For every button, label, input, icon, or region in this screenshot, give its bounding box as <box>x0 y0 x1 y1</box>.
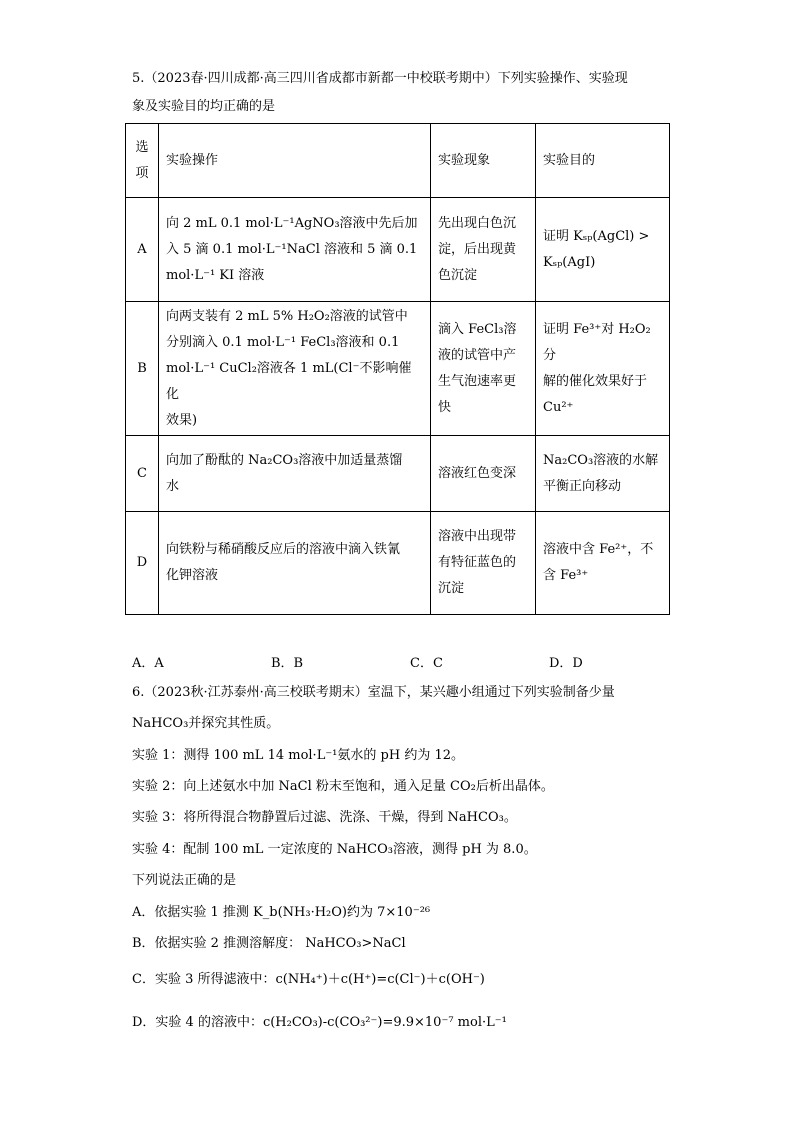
row-phenomenon: 溶液红色变深 <box>431 436 536 512</box>
row-label: C <box>126 436 159 512</box>
table-row <box>126 512 670 615</box>
header-operation: 实验操作 <box>159 124 431 198</box>
header-option: 选 项 <box>126 124 159 198</box>
row-purpose: 证明 Fe³⁺对 H₂O₂分 解的催化效果好于 Cu²⁺ <box>536 302 670 436</box>
q5-choices <box>0 652 794 672</box>
q6-option-d[interactable]: D．实验 4 的溶液中：c(H₂CO₃)-c(CO₃²⁻)=9.9×10⁻⁷ mol·L⁻¹ <box>132 1015 507 1030</box>
q6-experiment-1: 实验 1：测得 100 mL 14 mol·L⁻¹氨水的 pH 约为 12。 <box>132 748 464 763</box>
q6-stem-line1: 6.（2023秋·江苏泰州·高三校联考期末）室温下，某兴趣小组通过下列实验制备少量 <box>132 685 615 700</box>
row-operation: 向两支装有 2 mL 5% H₂O₂溶液的试管中 分别滴入 0.1 mol·L⁻¹ FeCl₃溶液和 0.1 mol·L⁻¹ CuCl₂溶液各 1 mL(Cl⁻不影响催化 效果) <box>159 302 431 436</box>
q6-experiment-4: 实验 4：配制 100 mL 一定浓度的 NaHCO₃溶液，测得 pH 为 8.0。 <box>132 842 537 857</box>
q6-experiment-3: 实验 3：将所得混合物静置后过滤、洗涤、干燥，得到 NaHCO₃。 <box>132 810 517 825</box>
row-label: D <box>126 512 159 615</box>
q5-table <box>125 123 670 615</box>
q6-option-a[interactable]: A．依据实验 1 推测 K_b(NH₃·H₂O)约为 7×10⁻²⁶ <box>132 905 431 920</box>
header-phenomenon: 实验现象 <box>431 124 536 198</box>
table-header-row <box>126 124 670 198</box>
choice-a[interactable]: A．A <box>132 656 164 671</box>
row-label: A <box>126 198 159 302</box>
choice-c[interactable]: C．C <box>410 656 443 671</box>
table-row <box>126 302 670 436</box>
choice-b[interactable]: B．B <box>271 656 304 671</box>
row-label: B <box>126 302 159 436</box>
choice-d[interactable]: D．D <box>549 656 583 671</box>
row-phenomenon: 滴入 FeCl₃溶 液的试管中产 生气泡速率更 快 <box>431 302 536 436</box>
q6-stem-line2: NaHCO₃并探究其性质。 <box>132 716 280 731</box>
row-phenomenon: 溶液中出现带 有特征蓝色的 沉淀 <box>431 512 536 615</box>
q6-option-c[interactable]: C．实验 3 所得滤液中：c(NH₄⁺)＋c(H⁺)=c(Cl⁻)＋c(OH⁻) <box>132 972 485 987</box>
table-row <box>126 436 670 512</box>
q6-option-b[interactable]: B．依据实验 2 推测溶解度： NaHCO₃>NaCl <box>132 936 406 951</box>
row-purpose: 溶液中含 Fe²⁺，不 含 Fe³⁺ <box>536 512 670 615</box>
q5-stem-line1: 5.（2023春·四川成都·高三四川省成都市新都一中校联考期中）下列实验操作、实验现 <box>132 71 628 86</box>
table-row <box>126 198 670 302</box>
row-purpose: 证明 Kₛₚ(AgCl) > Kₛₚ(AgI) <box>536 198 670 302</box>
row-operation: 向加了酚酞的 Na₂CO₃溶液中加适量蒸馏 水 <box>159 436 431 512</box>
header-purpose: 实验目的 <box>536 124 670 198</box>
q6-experiment-2: 实验 2：向上述氨水中加 NaCl 粉末至饱和，通入足量 CO₂后析出晶体。 <box>132 779 554 794</box>
row-phenomenon: 先出现白色沉 淀，后出现黄 色沉淀 <box>431 198 536 302</box>
q6-prompt: 下列说法正确的是 <box>132 873 237 888</box>
row-operation: 向 2 mL 0.1 mol·L⁻¹AgNO₃溶液中先后加 入 5 滴 0.1 mol·L⁻¹NaCl 溶液和 5 滴 0.1 mol·L⁻¹ KI 溶液 <box>159 198 431 302</box>
q5-stem-line2: 象及实验目的均正确的是 <box>132 99 276 114</box>
row-purpose: Na₂CO₃溶液的水解 平衡正向移动 <box>536 436 670 512</box>
row-operation: 向铁粉与稀硝酸反应后的溶液中滴入铁氰 化钾溶液 <box>159 512 431 615</box>
